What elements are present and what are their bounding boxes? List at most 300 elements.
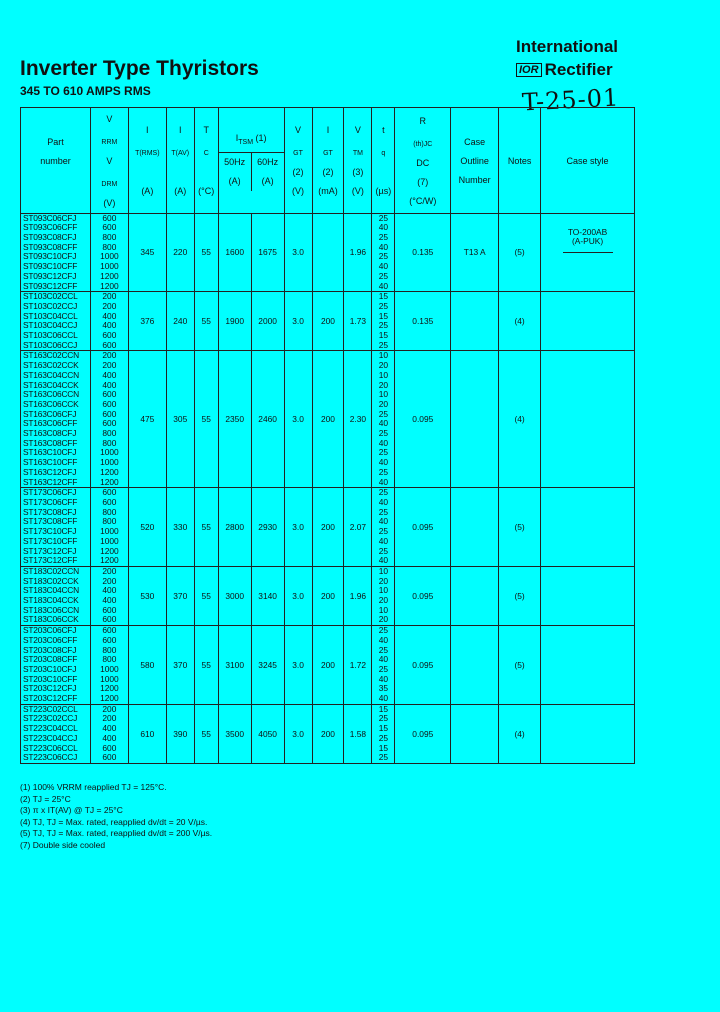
tq-item: 25 [378, 270, 389, 281]
parts-item: ST103C02CCJ [23, 300, 78, 311]
tq-item: 15 [378, 742, 389, 753]
case-outline-cell [451, 566, 499, 625]
itsm-60-cell: 3140 [251, 566, 284, 625]
tq-item: 40 [378, 437, 389, 448]
handwritten-code: T-25-01 [521, 83, 620, 117]
parts-item: ST103C06CCL [23, 330, 78, 341]
tq-cell [372, 566, 395, 625]
tq-item: 10 [378, 350, 389, 361]
voltages-cell [90, 213, 128, 292]
col-rth: R $_{(th)JC}$ DC (7) (°C/W) [395, 108, 451, 214]
parts-cell [21, 566, 91, 625]
tq-item: 25 [378, 251, 389, 262]
parts-item: ST173C10CFJ [23, 526, 77, 537]
page-title: Inverter Type Thyristors [20, 57, 259, 80]
col-vrrm: V $_{RRM}$ V $_{DRM}$ (V) [90, 108, 128, 214]
parts-item: ST163C04CCN [23, 369, 79, 380]
parts-item: ST183C02CCK [23, 575, 79, 586]
itsm-60-cell: 1675 [251, 213, 284, 292]
voltages-item: 800 [102, 506, 117, 517]
tq-cell [372, 213, 395, 292]
voltages-item: 1000 [100, 251, 119, 262]
vgt-cell: 3.0 [284, 488, 312, 567]
parts-item: ST163C02CCK [23, 360, 79, 371]
parts-item: ST183C04CCK [23, 595, 79, 606]
col-itsm-60hz: 60Hz (A) [257, 157, 279, 187]
brand-name-line2 [516, 60, 613, 80]
voltages-item: 1200 [100, 280, 119, 291]
voltages-item: 800 [102, 241, 117, 252]
voltages-item: 800 [102, 437, 117, 448]
parts-item: ST173C10CFF [23, 535, 78, 546]
case-style-cell [541, 704, 635, 763]
col-igt: I $_{GT}$ (2) (mA) [312, 108, 344, 214]
itsm-60-cell: 2460 [251, 351, 284, 488]
voltages-item: 1000 [100, 663, 119, 674]
parts-item: ST183C06CCK [23, 614, 79, 625]
page-subtitle: 345 TO 610 AMPS RMS [20, 84, 151, 98]
tq-item: 25 [378, 545, 389, 556]
voltages-item: 200 [102, 713, 117, 724]
col-vgt: V $_{GT}$ (2) (V) [284, 108, 312, 214]
parts-item: ST163C08CFF [23, 437, 78, 448]
vtm-cell: 2.07 [344, 488, 372, 567]
parts-item: ST163C12CFF [23, 476, 78, 487]
it-av-cell: 370 [166, 566, 194, 625]
voltages-item: 400 [102, 320, 117, 331]
footnote-1: (1) 100% VRRM reapplied TJ = 125°C. [20, 782, 167, 792]
tq-item: 20 [378, 575, 389, 586]
tq-item: 25 [378, 300, 389, 311]
voltages-item: 1200 [100, 555, 119, 566]
tq-item: 25 [378, 625, 389, 636]
voltages-item: 1200 [100, 270, 119, 281]
tq-item: 10 [378, 369, 389, 380]
table-row [21, 626, 635, 705]
tc-cell: 55 [194, 213, 218, 292]
tq-item: 10 [378, 604, 389, 615]
igt-cell: 200 [312, 292, 344, 351]
case-style-cell [541, 351, 635, 488]
tq-item: 25 [378, 506, 389, 517]
notes-cell: (4) [499, 292, 541, 351]
voltages-item: 200 [102, 300, 117, 311]
voltages-cell [90, 566, 128, 625]
voltages-item: 800 [102, 428, 117, 439]
parts-item: ST183C06CCN [23, 604, 79, 615]
tq-cell [372, 704, 395, 763]
parts-item: ST173C06CFF [23, 496, 78, 507]
col-itsm-50hz: 50Hz (A) [219, 153, 252, 191]
voltages-item: 1000 [100, 447, 119, 458]
tq-item: 25 [378, 732, 389, 743]
voltages-item: 400 [102, 595, 117, 606]
rth-cell: 0.095 [395, 566, 451, 625]
parts-item: ST203C08CFF [23, 654, 78, 665]
tq-item: 40 [378, 496, 389, 507]
rth-cell: 0.095 [395, 704, 451, 763]
voltages-item: 600 [102, 496, 117, 507]
igt-cell: 200 [312, 626, 344, 705]
voltages-item: 200 [102, 565, 117, 576]
itsm-60-cell: 2930 [251, 488, 284, 567]
it-rms-cell: 530 [128, 566, 166, 625]
table-row [21, 213, 635, 292]
tq-item: 40 [378, 654, 389, 665]
voltages-item: 800 [102, 644, 117, 655]
voltages-item: 1000 [100, 457, 119, 468]
case-style-line: (A-PUK) [571, 235, 604, 246]
parts-item: ST093C06CFJ [23, 212, 77, 223]
vtm-cell: 2.30 [344, 351, 372, 488]
voltages-item: 400 [102, 379, 117, 390]
tq-item: 25 [378, 320, 389, 331]
col-vtm: V $_{TM}$ (3) (V) [344, 108, 372, 214]
vgt-cell: 3.0 [284, 292, 312, 351]
tq-item: 10 [378, 565, 389, 576]
parts-cell [21, 704, 91, 763]
table-row [21, 488, 635, 567]
vgt-cell: 3.0 [284, 351, 312, 488]
tq-item: 40 [378, 222, 389, 233]
itsm-60-cell: 2000 [251, 292, 284, 351]
parts-item: ST103C02CCL [23, 291, 78, 302]
rth-cell: 0.095 [395, 488, 451, 567]
brand-name-line1: International [516, 37, 619, 56]
voltages-item: 200 [102, 575, 117, 586]
tq-item: 40 [378, 280, 389, 291]
voltages-item: 600 [102, 634, 117, 645]
it-av-cell: 220 [166, 213, 194, 292]
tq-item: 25 [378, 428, 389, 439]
parts-item: ST163C02CCN [23, 350, 79, 361]
igt-cell: 200 [312, 351, 344, 488]
it-av-cell: 390 [166, 704, 194, 763]
igt-cell: 200 [312, 704, 344, 763]
itsm-50-cell: 2800 [218, 488, 251, 567]
parts-item: ST173C12CFF [23, 555, 78, 566]
tq-cell [372, 626, 395, 705]
case-style-cell [541, 626, 635, 705]
voltages-item: 400 [102, 732, 117, 743]
parts-item: ST093C10CFF [23, 261, 78, 272]
parts-item: ST223C04CCL [23, 723, 78, 734]
voltages-item: 600 [102, 389, 117, 400]
case-outline-cell [451, 626, 499, 705]
tc-cell: 55 [194, 566, 218, 625]
tq-item: 40 [378, 693, 389, 704]
voltages-item: 600 [102, 487, 117, 498]
col-part-number: Part number [21, 108, 91, 214]
parts-cell [21, 626, 91, 705]
parts-item: ST173C08CFF [23, 516, 78, 527]
voltages-item: 1200 [100, 693, 119, 704]
tq-item: 25 [378, 466, 389, 477]
parts-item: ST163C06CCK [23, 398, 79, 409]
col-itsm: $I_{TSM}$ (1) 50Hz (A) 60Hz (A) [218, 108, 284, 214]
case-outline-cell [451, 292, 499, 351]
voltages-item: 600 [102, 408, 117, 419]
tq-item: 15 [378, 703, 389, 714]
voltages-item: 600 [102, 752, 117, 763]
tq-item: 25 [378, 713, 389, 724]
tq-item: 40 [378, 261, 389, 272]
tq-item: 20 [378, 595, 389, 606]
case-style-cell [541, 488, 635, 567]
parts-item: ST093C10CFJ [23, 251, 77, 262]
parts-item: ST103C04CCL [23, 310, 78, 321]
tq-item: 20 [378, 398, 389, 409]
parts-item: ST223C06CCJ [23, 752, 78, 763]
tq-item: 25 [378, 487, 389, 498]
it-rms-cell: 520 [128, 488, 166, 567]
parts-item: ST203C12CFF [23, 693, 78, 704]
voltages-item: 600 [102, 398, 117, 409]
voltages-item: 600 [102, 339, 117, 350]
voltages-item: 1200 [100, 476, 119, 487]
tq-item: 15 [378, 330, 389, 341]
tq-item: 25 [378, 408, 389, 419]
tq-item: 25 [378, 644, 389, 655]
footnote-3: (3) π x IT(AV) @ TJ = 25°C [20, 805, 123, 816]
itsm-50-cell: 3500 [218, 704, 251, 763]
case-style-line: TO-200AB [567, 226, 608, 237]
parts-item: ST203C12CFJ [23, 683, 77, 694]
it-av-cell: 330 [166, 488, 194, 567]
itsm-60-cell: 3245 [251, 626, 284, 705]
voltages-item: 600 [102, 418, 117, 429]
notes-cell: (5) [499, 213, 541, 292]
voltages-item: 200 [102, 350, 117, 361]
tq-item: 25 [378, 232, 389, 242]
igt-cell: 200 [312, 488, 344, 567]
notes-cell: (4) [499, 351, 541, 488]
tc-cell: 55 [194, 704, 218, 763]
case-outline-cell: T13 A [451, 213, 499, 292]
voltages-item: 600 [102, 222, 117, 233]
parts-item: ST183C04CCN [23, 585, 79, 596]
parts-item: ST163C10CFJ [23, 447, 77, 458]
tc-cell: 55 [194, 292, 218, 351]
parts-item: ST093C08CFJ [23, 232, 77, 242]
parts-item: ST173C12CFJ [23, 545, 77, 556]
parts-item: ST223C02CCJ [23, 713, 78, 724]
parts-item: ST093C06CFF [23, 222, 78, 233]
parts-item: ST173C08CFJ [23, 506, 77, 517]
voltages-item: 800 [102, 516, 117, 527]
voltages-item: 800 [102, 654, 117, 665]
case-outline-cell [451, 704, 499, 763]
parts-item: ST093C12CFF [23, 280, 78, 291]
it-av-cell: 305 [166, 351, 194, 488]
voltages-item: 1000 [100, 261, 119, 272]
parts-item: ST203C08CFJ [23, 644, 77, 655]
col-case-outline: Case Outline Number [451, 108, 499, 214]
case-style-rule [563, 252, 613, 253]
igt-cell [312, 213, 344, 292]
case-outline-cell [451, 351, 499, 488]
parts-item: ST203C10CFJ [23, 663, 77, 674]
table-row [21, 351, 635, 488]
voltages-item: 1200 [100, 466, 119, 477]
tq-item: 15 [378, 310, 389, 321]
ior-logo: IOR [516, 63, 542, 77]
parts-item: ST163C06CFF [23, 418, 78, 429]
footnote-2: (2) TJ = 25°C [20, 793, 71, 804]
it-rms-cell: 610 [128, 704, 166, 763]
parts-cell [21, 292, 91, 351]
parts-item: ST093C12CFJ [23, 270, 77, 281]
tq-item: 15 [378, 723, 389, 734]
voltages-cell [90, 488, 128, 567]
voltages-item: 400 [102, 723, 117, 734]
tq-item: 40 [378, 241, 389, 252]
voltages-item: 200 [102, 291, 117, 302]
vtm-cell: 1.73 [344, 292, 372, 351]
rth-cell: 0.095 [395, 351, 451, 488]
brand-rectifier: Rectifier [544, 60, 613, 79]
igt-cell: 200 [312, 566, 344, 625]
vgt-cell: 3.0 [284, 626, 312, 705]
voltages-item: 1200 [100, 683, 119, 694]
parts-item: ST163C10CFF [23, 457, 78, 468]
col-tc: T $_C$ (°C) [194, 108, 218, 214]
voltages-item: 400 [102, 585, 117, 596]
voltages-item: 1000 [100, 526, 119, 537]
tq-item: 40 [378, 555, 389, 566]
itsm-50-cell: 2350 [218, 351, 251, 488]
parts-item: ST163C06CFJ [23, 408, 77, 419]
it-rms-cell: 345 [128, 213, 166, 292]
tq-item: 25 [378, 526, 389, 537]
voltages-item: 1200 [100, 545, 119, 556]
tq-item: 40 [378, 476, 389, 487]
voltages-item: 1000 [100, 535, 119, 546]
parts-item: ST203C06CFJ [23, 625, 77, 636]
parts-cell [21, 351, 91, 488]
tq-item: 25 [378, 447, 389, 458]
vgt-cell: 3.0 [284, 566, 312, 625]
table-row [21, 566, 635, 625]
case-style-cell [541, 213, 635, 292]
vgt-cell: 3.0 [284, 213, 312, 292]
parts-item: ST163C12CFJ [23, 466, 77, 477]
parts-item: ST223C06CCL [23, 742, 78, 753]
parts-item: ST173C06CFJ [23, 487, 77, 498]
footnote-4: (4) TJ, TJ = Max. rated, reapplied dv/dt = 20 V/µs. [20, 816, 208, 827]
col-notes: Notes [499, 108, 541, 214]
footnote-5: (5) TJ, TJ = Max. rated, reapplied dv/dt = 200 V/µs. [20, 828, 213, 839]
tc-cell: 55 [194, 351, 218, 488]
tc-cell: 55 [194, 626, 218, 705]
it-av-cell: 240 [166, 292, 194, 351]
it-rms-cell: 376 [128, 292, 166, 351]
tq-item: 10 [378, 389, 389, 400]
itsm-50-cell: 3000 [218, 566, 251, 625]
itsm-50-cell: 3100 [218, 626, 251, 705]
tc-cell: 55 [194, 488, 218, 567]
itsm-50-cell: 1600 [218, 213, 251, 292]
tq-item: 20 [378, 360, 389, 371]
voltages-item: 600 [102, 742, 117, 753]
parts-cell [21, 488, 91, 567]
col-tq: t $_q$ (µs) [372, 108, 395, 214]
footnote-7: (7) Double side cooled [20, 839, 106, 850]
voltages-item: 1000 [100, 673, 119, 684]
col-it-av: I $_{T(AV)}$ (A) [166, 108, 194, 214]
table-row [21, 292, 635, 351]
voltages-item: 600 [102, 604, 117, 615]
voltages-item: 600 [102, 212, 117, 223]
tq-item: 25 [378, 339, 389, 350]
tq-item: 35 [378, 683, 389, 694]
parts-item: ST183C02CCN [23, 565, 79, 576]
tq-cell [372, 488, 395, 567]
tq-item: 20 [378, 614, 389, 625]
notes-cell: (4) [499, 704, 541, 763]
table-row [21, 704, 635, 763]
itsm-60-cell: 4050 [251, 704, 284, 763]
vtm-cell: 1.72 [344, 626, 372, 705]
case-style-cell [541, 292, 635, 351]
tq-cell [372, 351, 395, 488]
tq-item: 40 [378, 535, 389, 546]
parts-item: ST223C04CCJ [23, 732, 78, 743]
parts-item: ST163C06CCN [23, 389, 79, 400]
voltages-item: 600 [102, 614, 117, 625]
itsm-50-cell: 1900 [218, 292, 251, 351]
tq-item: 25 [378, 663, 389, 674]
it-rms-cell: 580 [128, 626, 166, 705]
parts-item: ST223C02CCL [23, 703, 78, 714]
table-header-row [21, 108, 635, 214]
voltages-cell [90, 351, 128, 488]
parts-item: ST203C10CFF [23, 673, 78, 684]
case-outline-cell [451, 488, 499, 567]
notes-cell: (5) [499, 488, 541, 567]
parts-item: ST163C08CFJ [23, 428, 77, 439]
voltages-item: 600 [102, 625, 117, 636]
rth-cell: 0.135 [395, 292, 451, 351]
tq-item: 40 [378, 516, 389, 527]
parts-item: ST103C06CCJ [23, 339, 78, 350]
tq-item: 40 [378, 418, 389, 429]
parts-item: ST163C04CCK [23, 379, 79, 390]
vtm-cell: 1.96 [344, 566, 372, 625]
vtm-cell: 1.96 [344, 213, 372, 292]
specs-table [20, 107, 635, 764]
tq-item: 20 [378, 379, 389, 390]
voltages-cell [90, 626, 128, 705]
it-rms-cell: 475 [128, 351, 166, 488]
parts-item: ST093C08CFF [23, 241, 78, 252]
col-it-rms: I $_{T(RMS)}$ (A) [128, 108, 166, 214]
tq-item: 40 [378, 673, 389, 684]
footnotes [20, 782, 212, 852]
voltages-cell [90, 292, 128, 351]
tq-cell [372, 292, 395, 351]
tq-item: 25 [378, 212, 389, 223]
tq-item: 25 [378, 752, 389, 763]
tq-item: 15 [378, 291, 389, 302]
voltages-item: 400 [102, 369, 117, 380]
voltages-item: 200 [102, 360, 117, 371]
notes-cell: (5) [499, 626, 541, 705]
vtm-cell: 1.58 [344, 704, 372, 763]
vgt-cell: 3.0 [284, 704, 312, 763]
rth-cell: 0.135 [395, 213, 451, 292]
voltages-item: 600 [102, 330, 117, 341]
